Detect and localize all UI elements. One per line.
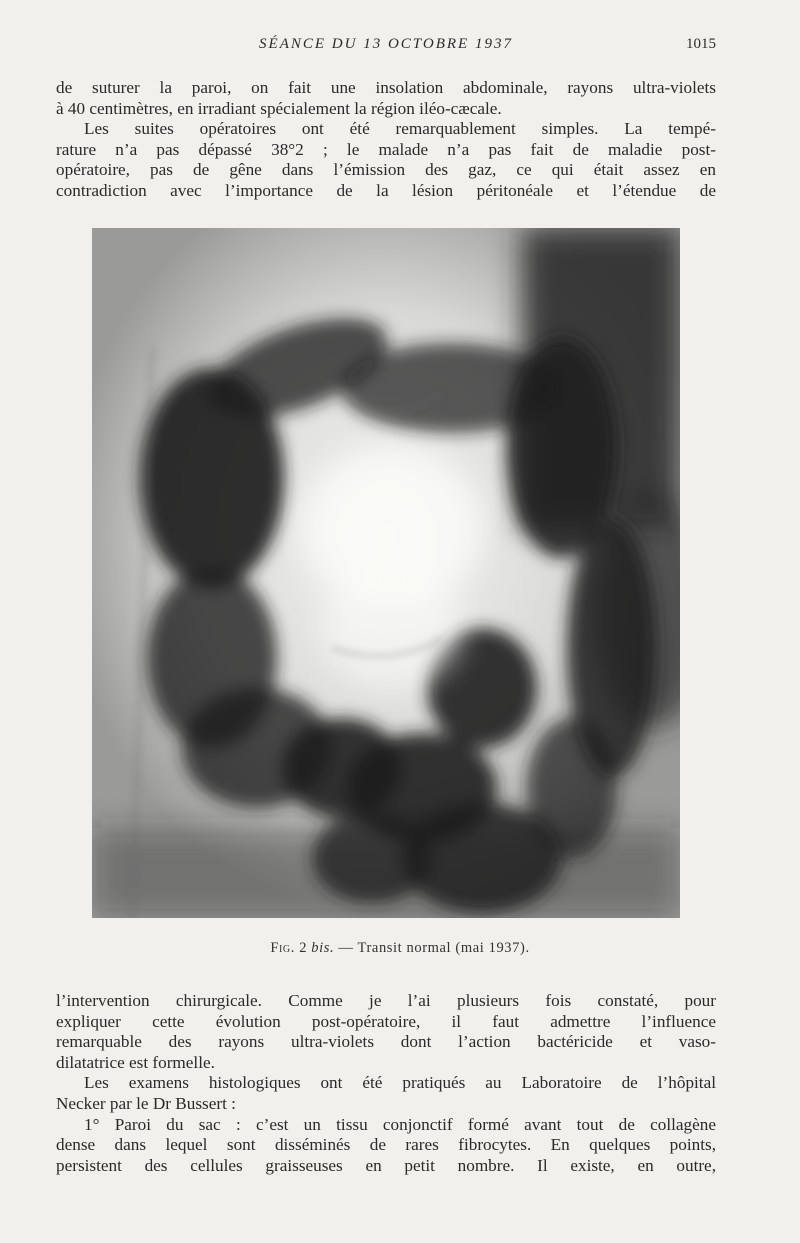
running-head bbox=[56, 36, 716, 56]
text-line: expliquer cette évolution post-opératoire, il faut admettre l’influence bbox=[56, 1011, 716, 1031]
body-text-bottom bbox=[56, 991, 716, 1176]
text-line: de suturer la paroi, on fait une insolation abdominale, rayons ultra-violets bbox=[56, 78, 716, 97]
caption-suffix: bis. bbox=[311, 940, 335, 956]
text-line: à 40 centimètres, en irradiant spécialement la région iléo-cæcale. bbox=[56, 98, 502, 118]
text-line: Necker par le Dr Bussert : bbox=[56, 1093, 236, 1113]
running-title: SÉANCE DU 13 OCTOBRE 1937 bbox=[259, 36, 513, 52]
caption-text: — Transit normal (mai 1937). bbox=[338, 940, 530, 956]
text-line: 1° Paroi du sac : c’est un tissu conjonctif formé avant tout de collagène bbox=[84, 1114, 716, 1134]
text-line: opératoire, pas de gêne dans l’émission des gaz, ce qui était assez en bbox=[56, 160, 716, 180]
caption-label: Fig. 2 bbox=[270, 940, 308, 956]
figure-caption bbox=[0, 940, 800, 957]
text-line: remarquable des rayons ultra-violets dont l’action bactéricide et vaso- bbox=[56, 1032, 716, 1052]
page-number: 1015 bbox=[686, 36, 716, 52]
text-line: dense dans lequel sont disséminés de rares fibrocytes. En quelques points, bbox=[56, 1135, 716, 1155]
radiograph-figure bbox=[92, 228, 680, 918]
text-line: rature n’a pas dépassé 38°2 ; le malade n’a pas fait de maladie post- bbox=[56, 139, 716, 159]
text-line: l’intervention chirurgicale. Comme je l’ai plusieurs fois constaté, pour bbox=[56, 991, 716, 1010]
text-line: Les examens histologiques ont été pratiqués au Laboratoire de l’hôpital bbox=[84, 1073, 716, 1093]
text-line: persistent des cellules graisseuses en petit nombre. Il existe, en outre, bbox=[56, 1155, 716, 1175]
xray-image bbox=[92, 228, 680, 918]
body-text-top bbox=[56, 78, 716, 202]
text-line: dilatatrice est formelle. bbox=[56, 1052, 215, 1072]
text-line: Les suites opératoires ont été remarquablement simples. La tempé- bbox=[84, 119, 716, 139]
text-line: contradiction avec l’importance de la lésion péritonéale et l’étendue de bbox=[56, 180, 716, 200]
